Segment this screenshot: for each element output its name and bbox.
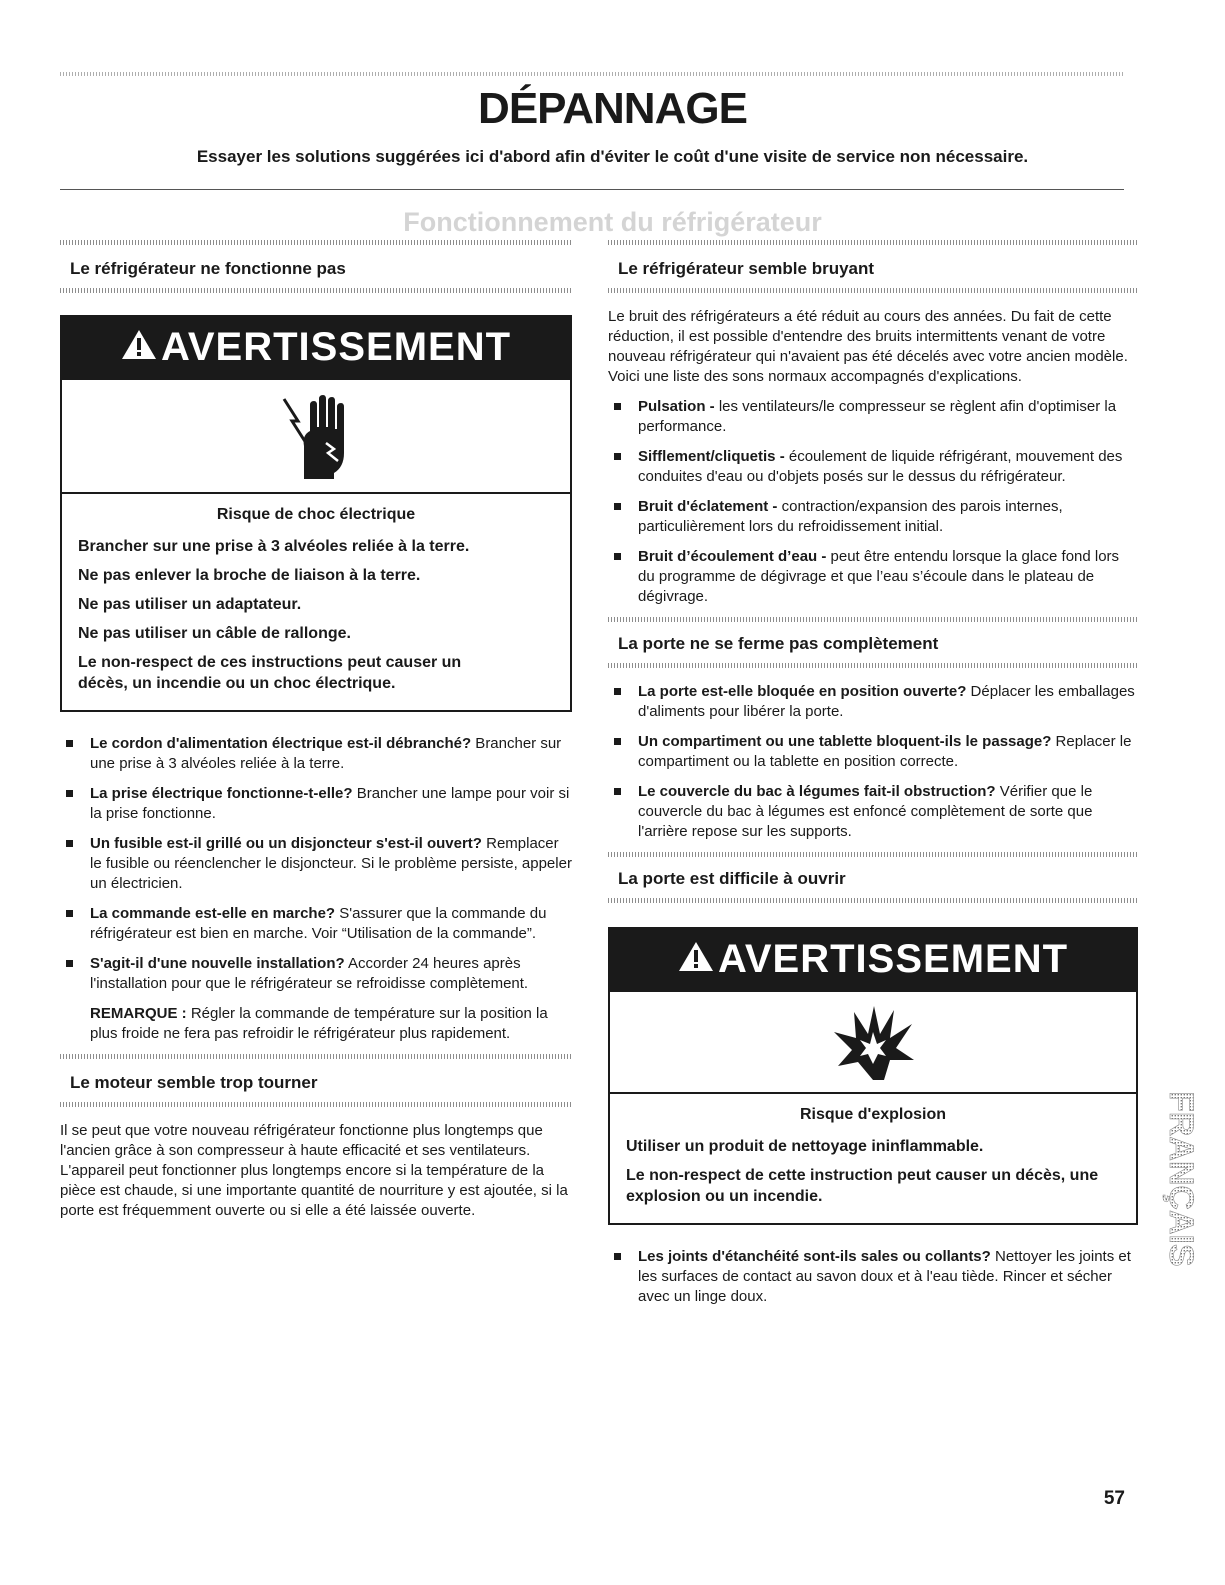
- warning-risk: Risque de choc électrique: [216, 506, 416, 523]
- warning-box-shock: [60, 315, 572, 712]
- heading-noisy: Le réfrigérateur semble bruyant: [618, 259, 875, 278]
- noise-list: [608, 397, 1138, 607]
- header-rule: [60, 189, 1124, 190]
- warning-line: Le non-respect de ces instructions peut causer un décès, un incendie ou un choc électrique.: [78, 654, 462, 692]
- warning-body: [62, 494, 570, 710]
- warning-line: Le non-respect de cette instruction peut causer un décès, une explosion ou un incendie.: [626, 1167, 1099, 1205]
- warning-line: Ne pas enlever la broche de liaison à la terre.: [78, 567, 421, 584]
- list-item: Bruit d’écoulement d’eau - peut être entendu lorsque la glace fond lors du programme de dégivrage et que l’eau s’écoule dans le plateau de dégivrage.: [608, 547, 1138, 607]
- warning-triangle-icon: [678, 937, 714, 982]
- warning-line: Ne pas utiliser un adaptateur.: [78, 596, 302, 613]
- warning-risk: Risque d'explosion: [799, 1106, 947, 1123]
- warning-header-text: AVERTISSEMENT: [717, 937, 1069, 981]
- heading-rule: [608, 663, 1138, 668]
- warning-header-text: AVERTISSEMENT: [160, 325, 512, 369]
- warning-header: [610, 929, 1136, 992]
- heading-rule: [60, 1102, 572, 1107]
- list-item: Le couvercle du bac à légumes fait-il obstruction? Vérifier que le couvercle du bac à légumes est enfoncé complètement de sorte que l'arrière repose sur les supports.: [608, 782, 1138, 842]
- motor-paragraph: Il se peut que votre nouveau réfrigérateur fonctionne plus longtemps que l'ancien grâce à son compresseur à haute efficacité et ses ventilateurs. L'appareil peut fonctionner plus longtemps encore si la température de la pièce est chaude, si une importante quantité de nourriture y est ajoutée, si la porte est fréquemment ouverte ou si elle a été laissée ouverte.: [60, 1122, 568, 1219]
- door-close-list: [608, 682, 1138, 842]
- heading-rule: [60, 288, 572, 293]
- heading-rule: [608, 288, 1138, 293]
- list-item: Un fusible est-il grillé ou un disjoncteur s'est-il ouvert? Remplacer le fusible ou réenclencher le disjoncteur. Si le problème persiste, appeler un électricien.: [60, 834, 572, 894]
- page-subtitle: Essayer les solutions suggérées ici d'abord afin d'éviter le coût d'une visite de service non nécessaire.: [196, 147, 1029, 166]
- top-dotted-rule: [60, 72, 1124, 76]
- warning-triangle-icon: [121, 325, 157, 370]
- note: REMARQUE : Régler la commande de température sur la position la plus froide ne fera pas refroidir le réfrigérateur plus rapidement.: [90, 1005, 548, 1042]
- left-column: [60, 240, 572, 1225]
- heading-rule: [608, 898, 1138, 903]
- list-item: Un compartiment ou une tablette bloquent-ils le passage? Replacer le compartiment ou la tablette en position correcte.: [608, 732, 1138, 772]
- warning-line: Ne pas utiliser un câble de rallonge.: [78, 625, 351, 642]
- page-number: 57: [1103, 1488, 1125, 1509]
- heading-door-open: La porte est difficile à ouvrir: [618, 869, 846, 888]
- heading-door-close: La porte ne se ferme pas complètement: [618, 634, 939, 653]
- warning-box-explosion: [608, 927, 1138, 1225]
- page-title: DÉPANNAGE: [478, 84, 747, 133]
- explosion-icon: [610, 992, 1136, 1094]
- right-column: [608, 240, 1138, 1317]
- noise-paragraph: Le bruit des réfrigérateurs a été réduit au cours des années. Du fait de cette réduction, il est possible d'entendre des bruits intermittents venant de votre nouveau réfrigérateur qui n'avaient pas été décelés avec votre ancien modèle. Voici une liste des sons normaux accompagnés d'explications.: [608, 308, 1128, 385]
- warning-line: Brancher sur une prise à 3 alvéoles reliée à la terre.: [78, 538, 470, 555]
- list-item: Les joints d'étanchéité sont-ils sales ou collants? Nettoyer les joints et les surfaces de contact au savon doux et à l'eau tiède. Rincer et sécher avec un linge doux.: [608, 1247, 1138, 1307]
- side-tab-label: FRANÇAIS: [1162, 1091, 1200, 1267]
- list-item: Sifflement/cliquetis - écoulement de liquide réfrigérant, mouvement des conduites d'eau ou d'objets posés sur le dessus du réfrigérateur.: [608, 447, 1138, 487]
- warning-body: [610, 1094, 1136, 1223]
- list-item: S'agit-il d'une nouvelle installation? Accorder 24 heures après l'installation pour que le réfrigérateur se refroidisse complètement.: [60, 954, 572, 994]
- warning-line: Utiliser un produit de nettoyage ininflammable.: [626, 1138, 984, 1155]
- list-item: La commande est-elle en marche? S'assurer que la commande du réfrigérateur est bien en marche. Voir “Utilisation de la commande”.: [60, 904, 572, 944]
- language-side-tab: [1152, 1085, 1200, 1335]
- section-title: Fonctionnement du réfrigérateur: [403, 207, 822, 237]
- list-item: Le cordon d'alimentation électrique est-il débranché? Brancher sur une prise à 3 alvéoles reliée à la terre.: [60, 734, 572, 774]
- checklist-not-running: [60, 734, 572, 994]
- heading-not-running: Le réfrigérateur ne fonctionne pas: [70, 259, 346, 278]
- list-item: Bruit d'éclatement - contraction/expansion des parois internes, particulièrement lors du refroidissement initial.: [608, 497, 1138, 537]
- electric-shock-hand-icon: [62, 380, 570, 494]
- list-item: Pulsation - les ventilateurs/le compresseur se règlent afin d'optimiser la performance.: [608, 397, 1138, 437]
- list-item: La porte est-elle bloquée en position ouverte? Déplacer les emballages d'aliments pour libérer la porte.: [608, 682, 1138, 722]
- list-item: La prise électrique fonctionne-t-elle? Brancher une lampe pour voir si la prise fonctionne.: [60, 784, 572, 824]
- heading-motor: Le moteur semble trop tourner: [70, 1073, 318, 1092]
- warning-header: [62, 317, 570, 380]
- door-open-list: [608, 1247, 1138, 1307]
